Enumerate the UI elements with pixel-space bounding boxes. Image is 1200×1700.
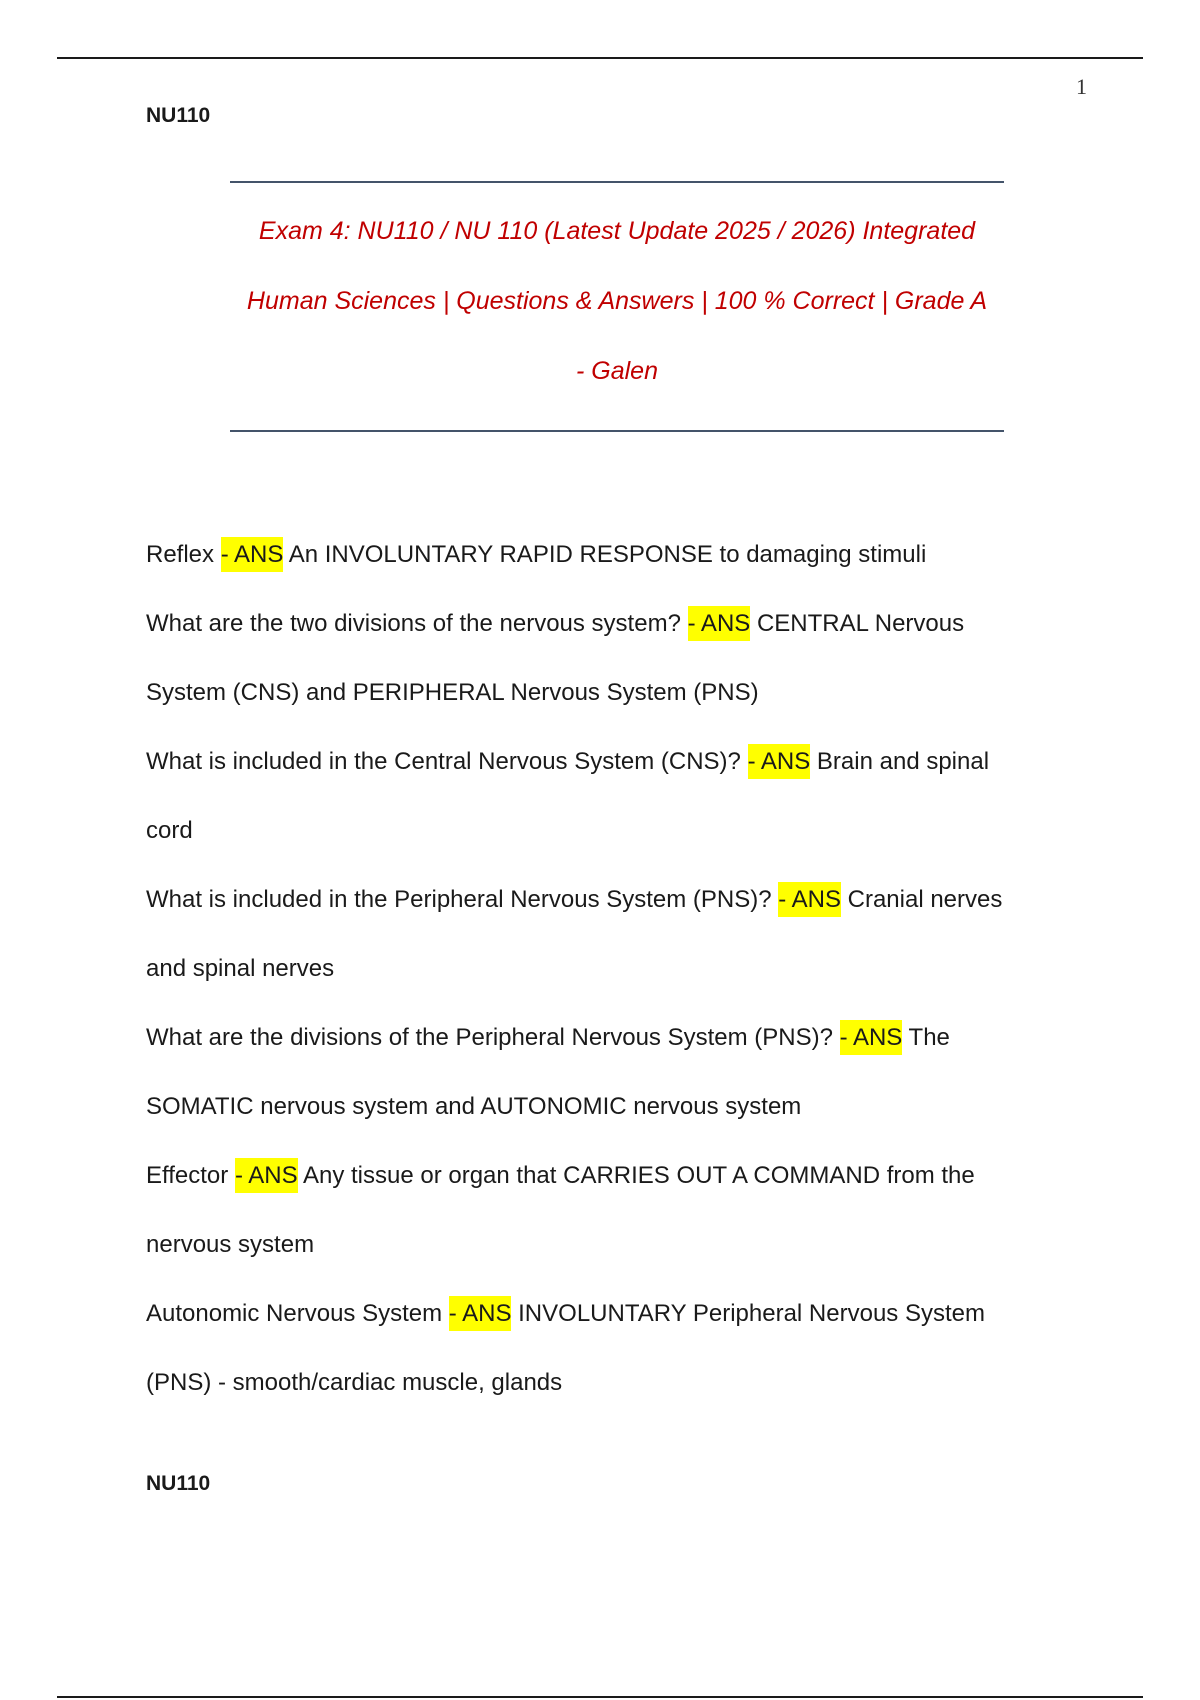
answer-text: Brain and spinal: [816, 748, 990, 775]
question-text: What is included in the Peripheral Nervous System (PNS)?: [146, 886, 779, 913]
qa-item: [146, 520, 1066, 589]
page-bottom-rule: [57, 1696, 1143, 1698]
qa-line: [146, 1279, 1066, 1348]
answer-continuation: System (CNS) and PERIPHERAL Nervous System (PNS): [146, 679, 759, 706]
qa-line: [146, 589, 1066, 658]
qa-item: [146, 865, 1066, 1003]
answer-marker: - ANS: [221, 537, 284, 572]
answer-continuation: cord: [146, 817, 193, 844]
qa-line: [146, 1003, 1066, 1072]
qa-item: [146, 1141, 1066, 1279]
qa-item: [146, 589, 1066, 727]
question-text: What are the divisions of the Peripheral Nervous System (PNS)?: [146, 1024, 840, 1051]
title-line-3: - Galen: [576, 357, 658, 385]
question-text: What are the two divisions of the nervous system?: [146, 610, 688, 637]
title-line-1: Exam 4: NU110 / NU 110 (Latest Update 2025 / 2026) Integrated: [258, 217, 976, 245]
qa-item: [146, 1279, 1066, 1417]
answer-text: Cranial nerves: [847, 886, 1003, 913]
document-title: [230, 196, 1004, 406]
answer-marker: - ANS: [840, 1020, 903, 1055]
answer-marker: - ANS: [778, 882, 841, 917]
answer-marker: - ANS: [235, 1158, 298, 1193]
page-top-rule: [57, 57, 1143, 59]
title-lower-rule: [230, 430, 1004, 432]
qa-line: [146, 727, 1066, 796]
qa-item: [146, 1003, 1066, 1141]
answer-continuation: SOMATIC nervous system and AUTONOMIC nervous system: [146, 1093, 802, 1120]
answer-continuation: and spinal nerves: [146, 955, 335, 982]
question-text: Reflex: [146, 541, 221, 568]
answer-text: An INVOLUNTARY RAPID RESPONSE to damaging stimuli: [288, 541, 927, 568]
question-text: Effector: [146, 1162, 235, 1189]
title-upper-rule: [230, 181, 1004, 183]
qa-line: [146, 865, 1066, 934]
answer-marker: - ANS: [748, 744, 811, 779]
qa-line: [146, 1141, 1066, 1210]
answer-continuation: nervous system: [146, 1231, 315, 1258]
header-course-code: NU110: [146, 104, 211, 127]
answer-text: INVOLUNTARY Peripheral Nervous System: [518, 1300, 985, 1327]
answer-continuation: (PNS) - smooth/cardiac muscle, glands: [146, 1369, 563, 1396]
qa-list: [146, 520, 1066, 1417]
page-number: 1: [1076, 74, 1087, 99]
question-text: What is included in the Central Nervous System (CNS)?: [146, 748, 748, 775]
answer-marker: - ANS: [688, 606, 751, 641]
question-text: Autonomic Nervous System: [146, 1300, 449, 1327]
answer-text: The: [908, 1024, 950, 1051]
title-line-2: Human Sciences | Questions & Answers | 100 % Correct | Grade A: [246, 287, 988, 315]
qa-line: [146, 520, 1066, 589]
answer-marker: - ANS: [449, 1296, 512, 1331]
footer-course-code: NU110: [146, 1472, 211, 1495]
qa-item: [146, 727, 1066, 865]
answer-text: CENTRAL Nervous: [756, 610, 965, 637]
answer-text: Any tissue or organ that CARRIES OUT A COMMAND from the: [302, 1162, 975, 1189]
